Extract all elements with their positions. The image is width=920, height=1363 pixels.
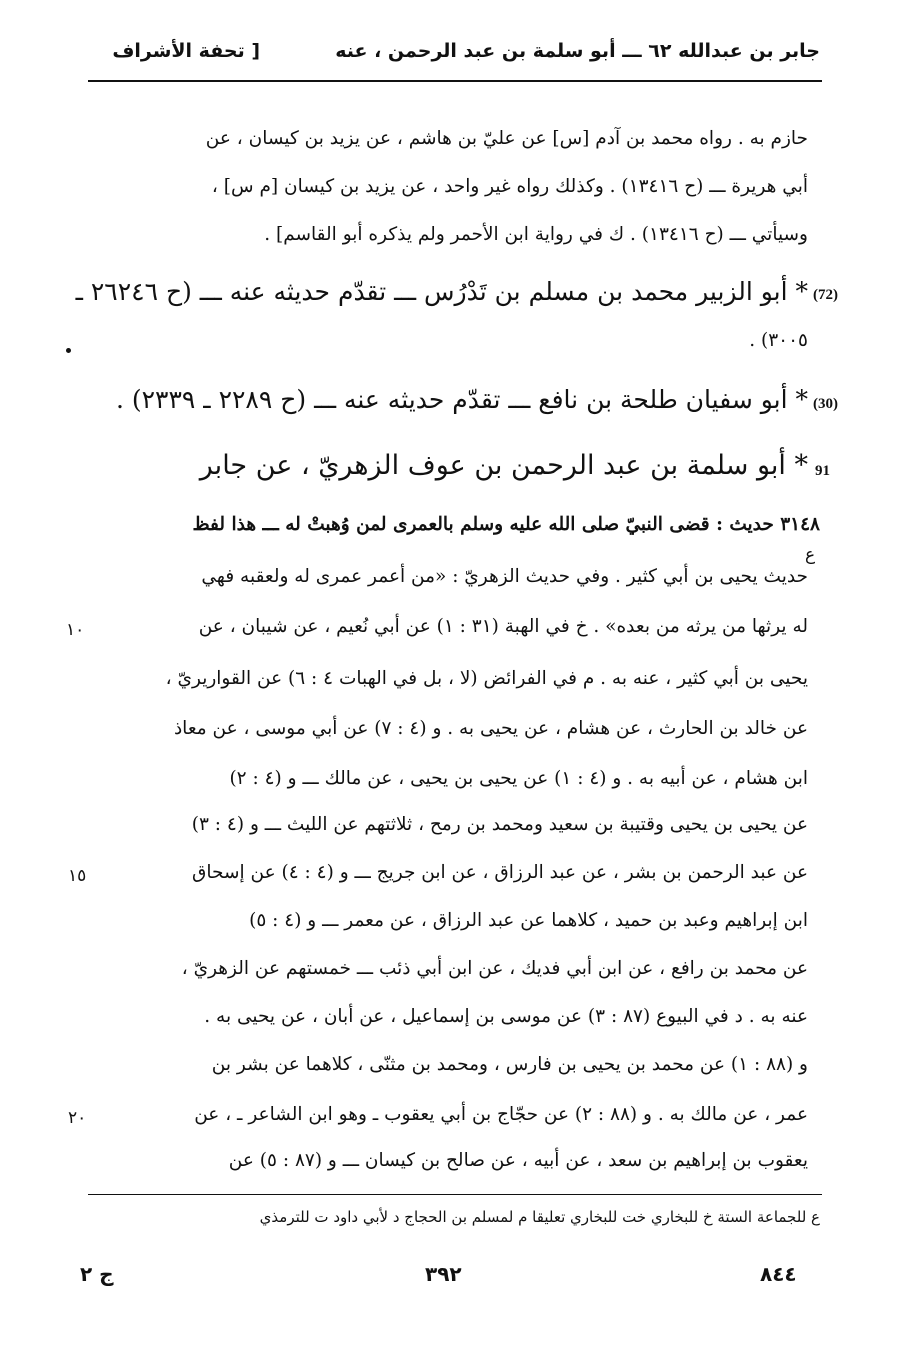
- folio-right-number: ٨٤٤: [760, 1262, 797, 1286]
- running-header-left: [ تحفة الأشراف: [112, 40, 260, 62]
- text-line: حازم به . رواه محمد بن آدم [س] عن عليّ بن هاشم ، عن يزيد بن كيسان ، عن: [205, 128, 808, 149]
- text-line: ابن هشام ، عن أبيه به . و (٤ : ١) عن يحيى بن يحيى ، عن مالك ـــ و (٤ : ٢): [229, 768, 808, 789]
- margin-line-number-10: ١٠: [66, 620, 85, 640]
- page-number: ٣٩٢: [425, 1262, 462, 1286]
- sigla-footnote: ع للجماعة الستة خ للبخاري خت للبخاري تعليقا م لمسلم بن الحجاج د لأبي داود ت للترمذي: [259, 1208, 820, 1226]
- footnote-rule: [88, 1194, 822, 1195]
- volume-marker: ج ٢: [80, 1262, 114, 1286]
- margin-symbol-ain: ع: [805, 545, 816, 565]
- text-line: ابن إبراهيم وعبد بن حميد ، كلاهما عن عبد الرزاق ، عن معمر ـــ و (٤ : ٥): [249, 910, 808, 931]
- entry-number-72: (72): [813, 287, 838, 303]
- text-line: عن خالد بن الحارث ، عن هشام ، عن يحيى به . و (٤ : ٧) عن أبي موسى ، عن معاذ: [173, 718, 808, 739]
- text-line: عنه به . د في البيوع (٨٧ : ٣) عن موسى بن إسماعيل ، عن أبان ، عن يحيى به .: [204, 1006, 808, 1027]
- text-line: عن محمد بن رافع ، عن ابن أبي فديك ، عن ابن أبي ذئب ـــ خمستهم عن الزهريّ ،: [181, 958, 808, 979]
- entry-heading-abu-sufyan: * أبو سفيان طلحة بن نافع ـــ تقدّم حديثه عنه ـــ (ح ٢٢٨٩ ـ ٢٣٣٩) .: [115, 385, 808, 414]
- running-header-right: جابر بن عبدالله ٦٢ ـــ أبو سلمة بن عبد الرحمن ، عنه: [335, 40, 820, 62]
- margin-line-number-20: ٢٠: [68, 1108, 87, 1128]
- header-rule: [88, 80, 822, 82]
- text-line: يحيى بن أبي كثير ، عنه به . م في الفرائض (لا ، بل في الهبات ٤ : ٦) عن القواريريّ ،: [165, 668, 808, 689]
- page-speck: [66, 348, 71, 353]
- entry-number-30: (30): [813, 396, 838, 412]
- margin-line-number-15: ١٥: [68, 866, 87, 886]
- hadith-3148-first-line: ٣١٤٨ حديث : قضى النبيّ صلى الله عليه وسلم بالعمرى لمن وُهبتْ له ـــ هذا لفظ: [192, 514, 820, 535]
- text-line: يعقوب بن إبراهيم بن سعد ، عن أبيه ، عن صالح بن كيسان ـــ و (٨٧ : ٥) عن: [228, 1150, 808, 1171]
- entry-heading-abu-salama: * أبو سلمة بن عبد الرحمن بن عوف الزهريّ ، عن جابر: [199, 450, 808, 481]
- text-line: ٣٠٠٥) .: [749, 330, 808, 351]
- text-line: أبي هريرة ـــ (ح ١٣٤١٦) . وكذلك رواه غير واحد ، عن يزيد بن كيسان [م س] ،: [211, 176, 808, 197]
- text-line: عن يحيى بن يحيى وقتيبة بن سعيد ومحمد بن رمح ، ثلاثتهم عن الليث ـــ و (٤ : ٣): [191, 814, 808, 835]
- text-line: له يرثها من يرثه من بعده» . خ في الهبة (٣١ : ١) عن أبي نُعيم ، عن شيبان ، عن: [198, 616, 808, 637]
- entry-number-91: 91: [815, 463, 830, 479]
- text-line: حديث يحيى بن أبي كثير . وفي حديث الزهريّ : «من أعمر عمرى له ولعقبه فهي: [201, 566, 808, 587]
- entry-heading-abu-zubair: * أبو الزبير محمد بن مسلم بن تَدْرُس ـــ تقدّم حديثه عنه ـــ (ح ٢٦٢٤٦ ـ: [75, 277, 808, 306]
- text-line: و (٨٨ : ١) عن محمد بن يحيى بن فارس ، ومحمد بن مثنّى ، كلاهما عن بشر بن: [211, 1054, 808, 1075]
- text-line: عمر ، عن مالك به . و (٨٨ : ٢) عن حجّاج بن أبي يعقوب ـ وهو ابن الشاعر ـ ، عن: [194, 1104, 808, 1125]
- text-line: عن عبد الرحمن بن بشر ، عن عبد الرزاق ، عن ابن جريج ـــ و (٤ : ٤) عن إسحاق: [192, 862, 808, 883]
- text-line: وسيأتي ـــ (ح ١٣٤١٦) . ك في رواية ابن الأحمر ولم يذكره أبو القاسم] .: [264, 224, 808, 245]
